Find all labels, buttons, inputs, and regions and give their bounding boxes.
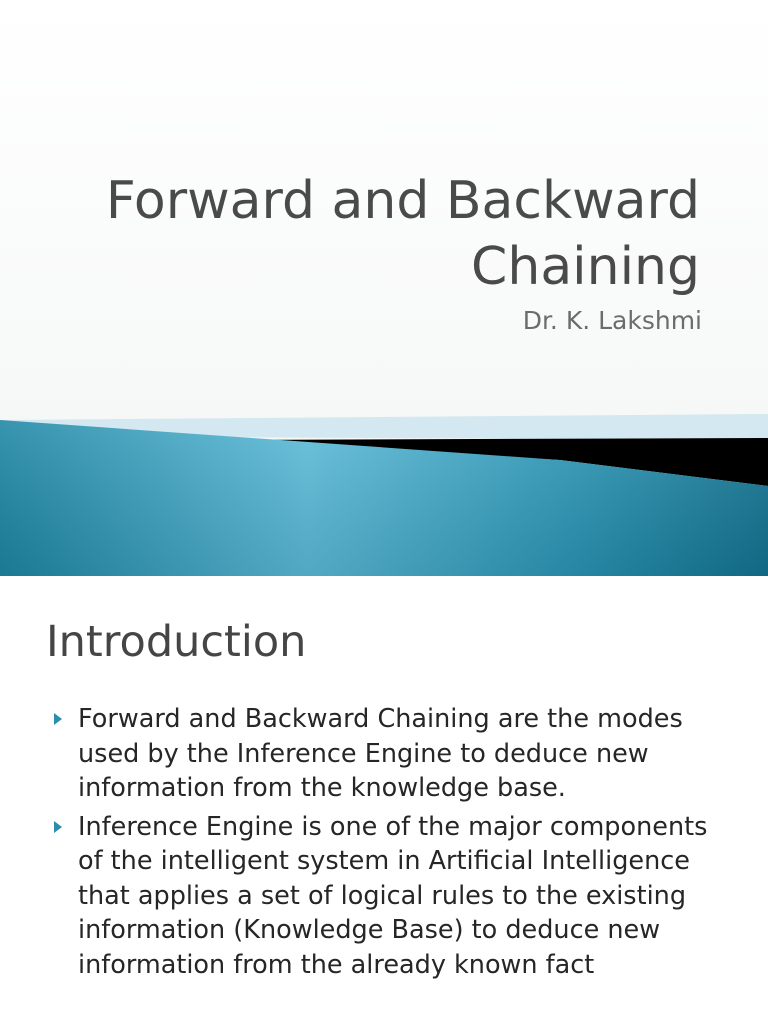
- bullet-item: [50, 810, 740, 983]
- slide-subtitle: Dr. K. Lakshmi: [522, 306, 702, 335]
- slide-title: Forward and Backward Chaining: [105, 171, 700, 297]
- bullet-item: [50, 702, 740, 806]
- bullet-list: [50, 702, 740, 986]
- introduction-heading: Introduction: [46, 617, 307, 667]
- triangle-right-icon: [54, 713, 62, 725]
- decorative-wave-band: [0, 400, 768, 576]
- bullet-text: Inference Engine is one of the major components of the intelligent system in Artificial Intelligence that applies a set of logical rules to the existing information (Knowledge Base) to deduce new information from the already known fact: [78, 811, 708, 980]
- bullet-text: Forward and Backward Chaining are the modes used by the Inference Engine to deduce new information from the knowledge base.: [78, 704, 683, 803]
- triangle-right-icon: [54, 821, 62, 833]
- introduction-slide: [0, 576, 768, 1024]
